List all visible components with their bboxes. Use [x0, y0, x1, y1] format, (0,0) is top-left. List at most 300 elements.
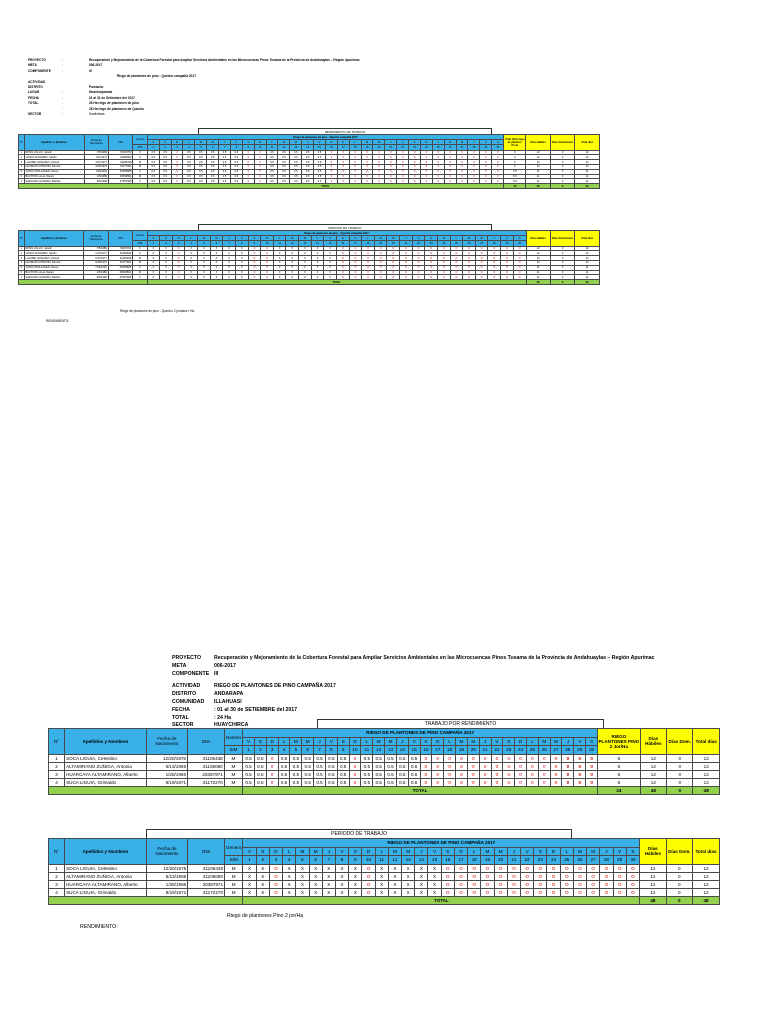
label-fecha: FECHA: [28, 95, 39, 100]
day-letter: S: [626, 847, 639, 856]
day-number: 9: [242, 145, 254, 150]
day-letter: J: [600, 847, 613, 856]
day-cell: 0.5: [230, 155, 242, 160]
day-cell: 0: [480, 169, 492, 174]
day-cell: X: [283, 888, 296, 896]
day-letter: V: [235, 236, 248, 241]
day-cell: 0: [492, 164, 504, 169]
day-cell: 0: [468, 160, 480, 165]
day-cell: X: [309, 864, 322, 872]
day-letter: M: [210, 236, 223, 241]
bottom-note: Riego de plantones Pino 2 jor/Ha: [227, 913, 304, 919]
day-cell: 0.5: [219, 164, 231, 169]
day-cell: 0: [325, 164, 337, 169]
total-label: TOTAL: [243, 896, 640, 904]
dni-value: 31165338: [108, 256, 132, 261]
day-cell: X: [311, 246, 324, 251]
table-row: [49, 770, 720, 778]
day-cell: X: [235, 260, 248, 265]
day-cell: O: [387, 256, 400, 261]
dias-habiles-value: 12: [640, 864, 666, 872]
col-total-header: Total (Pai) riego de plantón / Prom: [504, 135, 526, 151]
day-number: 2: [256, 856, 269, 865]
sum-dias-dom: 0: [550, 280, 574, 285]
day-cell: O: [454, 872, 467, 880]
day-letter: M: [444, 140, 456, 145]
dni-value: 70215763: [108, 246, 132, 251]
day-cell: O: [387, 270, 400, 275]
day-cell: O: [626, 880, 639, 888]
day-cell: 0: [456, 155, 468, 160]
day-cell: O: [450, 260, 463, 265]
col-n-header: N°: [19, 135, 25, 151]
day-letter: L: [375, 847, 388, 856]
sum-total-dias: 48: [693, 896, 720, 904]
day-cell: O: [400, 270, 413, 275]
day-cell: O: [507, 880, 520, 888]
day-letter: M: [299, 236, 312, 241]
day-letter: L: [283, 847, 296, 856]
gender-value: M: [224, 770, 242, 778]
day-cell: O: [454, 864, 467, 872]
day-letter: V: [574, 737, 586, 746]
day-cell: 0: [467, 778, 479, 786]
day-cell: 0.5: [290, 174, 302, 179]
day-cell: X: [273, 251, 286, 256]
day-cell: O: [613, 880, 626, 888]
day-cell: O: [362, 251, 375, 256]
day-cell: 0: [242, 174, 254, 179]
birth-date: 7/16/1992: [84, 169, 108, 174]
top-rendimiento: RENDIMIENTO:: [46, 319, 70, 323]
label-actividad: ACTIVIDAD: [172, 683, 201, 690]
day-number: 10: [349, 746, 361, 755]
day-cell: 0.5: [302, 164, 314, 169]
day-cell: X: [210, 256, 223, 261]
day-cell: O: [573, 888, 586, 896]
birth-date: 7/5/1989: [84, 246, 108, 251]
day-cell: 0.5: [195, 155, 207, 160]
day-number: 26: [538, 746, 550, 755]
day-cell: X: [160, 256, 173, 261]
day-cell: 0: [444, 155, 456, 160]
day-cell: O: [362, 880, 375, 888]
col-dias-habiles-header: Días Hábiles: [640, 839, 666, 865]
day-cell: X: [185, 256, 198, 261]
day-cell: X: [286, 256, 299, 261]
day-cell: X: [349, 864, 362, 872]
riego-label: RIEGO DE PLANTONES DE PINO CAMPAÑA 2017: [243, 729, 598, 738]
day-cell: O: [463, 246, 476, 251]
day-number: 15: [428, 856, 441, 865]
table-row: [49, 778, 720, 786]
col-fecha-header: Fecha de Nacimiento: [146, 839, 187, 865]
col-total-dias-header: Total días: [693, 839, 720, 865]
day-cell: 0.5: [230, 179, 242, 184]
label-meta: META: [172, 662, 187, 669]
day-cell: O: [349, 270, 362, 275]
total-dias-value: 12: [693, 888, 720, 896]
day-letter: L: [361, 737, 373, 746]
day-cell: O: [261, 265, 274, 270]
day-number: 7: [223, 241, 236, 246]
day-cell: 0.5: [396, 754, 408, 762]
day-letter: J: [385, 140, 397, 145]
day-cell: 0.5: [373, 762, 385, 770]
day-number: 26: [444, 145, 456, 150]
total-dias-value: 12: [693, 770, 720, 778]
day-cell: X: [235, 265, 248, 270]
day-letter: M: [385, 737, 397, 746]
day-cell: 0: [349, 174, 361, 179]
day-number: 28: [468, 145, 480, 150]
dni-value: 31106438: [188, 754, 225, 762]
day-cell: O: [400, 275, 413, 280]
gender-value: M: [224, 762, 242, 770]
worker-name: BAUTISTA LLLE, Daniel: [24, 174, 84, 179]
total-dias-value: 12: [575, 150, 600, 155]
day-number: 10: [254, 145, 266, 150]
day-cell: O: [336, 256, 349, 261]
dni-value: 31177991: [108, 164, 132, 169]
day-cell: 0: [349, 160, 361, 165]
day-cell: 0: [480, 155, 492, 160]
col-dias-habiles-header: Días Hábiles: [640, 729, 666, 755]
day-number: 24: [515, 746, 527, 755]
day-cell: 0.5: [337, 754, 349, 762]
day-cell: X: [185, 265, 198, 270]
day-cell: 0.5: [408, 754, 420, 762]
day-cell: X: [198, 260, 211, 265]
day-number: 13: [290, 145, 302, 150]
day-cell: O: [269, 872, 282, 880]
worker-name: SAEGUSO HUAMAN, Maribel: [24, 179, 84, 184]
row-number: 2: [49, 872, 65, 880]
day-cell: 0: [479, 762, 491, 770]
day-cell: 0: [361, 179, 373, 184]
day-cell: 0: [479, 770, 491, 778]
day-cell: 0.5: [195, 160, 207, 165]
day-cell: 0: [479, 778, 491, 786]
day-cell: X: [388, 872, 401, 880]
empty-cell: [49, 786, 243, 794]
day-letter: M: [402, 847, 415, 856]
row-number: 3: [19, 256, 25, 261]
day-cell: 0: [254, 169, 266, 174]
day-cell: 0.5: [314, 164, 326, 169]
day-cell: X: [223, 260, 236, 265]
day-cell: 0: [456, 762, 468, 770]
day-number: 30: [626, 856, 639, 865]
day-number: 29: [480, 145, 492, 150]
day-cell: X: [210, 270, 223, 275]
day-cell: X: [324, 275, 337, 280]
day-cell: 0.5: [373, 770, 385, 778]
day-letter: L: [444, 737, 456, 746]
day-cell: O: [336, 265, 349, 270]
day-number: 13: [385, 746, 397, 755]
col-dias-dom-header: Días dominicales: [550, 135, 574, 151]
bottom-t2-box-label: PERIODO DE TRABAJO: [146, 829, 572, 839]
day-cell: 0: [444, 770, 456, 778]
day-cell: 0.5: [325, 754, 337, 762]
day-cell: 0.5: [325, 778, 337, 786]
day-cell: O: [613, 864, 626, 872]
col-name-header: Apellidos y Nombres: [65, 729, 147, 755]
day-cell: 0: [361, 150, 373, 155]
day-cell: X: [311, 265, 324, 270]
day-cell: X: [322, 888, 335, 896]
day-number: 4: [278, 746, 290, 755]
day-letter: J: [507, 847, 520, 856]
day-cell: 0.5: [147, 150, 159, 155]
day-cell: X: [283, 880, 296, 888]
day-number: 6: [309, 856, 322, 865]
day-cell: X: [147, 270, 160, 275]
day-cell: 0: [409, 179, 421, 184]
day-cell: 0.5: [183, 174, 195, 179]
day-cell: 0: [456, 754, 468, 762]
day-number: 25: [432, 145, 444, 150]
total-dias-value: 12: [575, 246, 600, 251]
day-number: 15: [314, 145, 326, 150]
day-cell: O: [450, 246, 463, 251]
day-cell: X: [415, 880, 428, 888]
day-cell: X: [147, 275, 160, 280]
day-cell: X: [311, 251, 324, 256]
day-cell: X: [415, 864, 428, 872]
day-cell: O: [336, 260, 349, 265]
day-cell: 0: [480, 150, 492, 155]
day-cell: 0: [349, 754, 361, 762]
day-cell: 0.5: [302, 150, 314, 155]
day-cell: 0: [432, 762, 444, 770]
day-cell: X: [185, 246, 198, 251]
day-cell: 0: [586, 762, 598, 770]
day-cell: O: [488, 265, 501, 270]
day-number: 19: [481, 856, 494, 865]
day-cell: O: [560, 864, 573, 872]
day-number: 6: [210, 241, 223, 246]
total-value: 6: [504, 150, 526, 155]
day-number: 26: [573, 856, 586, 865]
day-letter: J: [302, 140, 314, 145]
day-cell: 0.5: [408, 770, 420, 778]
col-genero-header: Genero: [225, 839, 243, 856]
day-cell: X: [243, 888, 256, 896]
day-cell: O: [547, 872, 560, 880]
day-cell: X: [198, 246, 211, 251]
day-letter: V: [521, 847, 534, 856]
day-cell: O: [463, 270, 476, 275]
day-cell: O: [412, 275, 425, 280]
day-cell: 0.5: [302, 778, 314, 786]
total-value: 5.5: [504, 169, 526, 174]
day-cell: 0.5: [219, 150, 231, 155]
day-letter: D: [420, 140, 432, 145]
col-genero-header: Genero: [133, 135, 147, 145]
day-letter: M: [587, 847, 600, 856]
day-letter: M: [456, 140, 468, 145]
day-letter: L: [273, 236, 286, 241]
day-cell: X: [375, 888, 388, 896]
day-cell: 0: [397, 160, 409, 165]
day-cell: X: [335, 864, 348, 872]
day-cell: O: [626, 888, 639, 896]
day-cell: 0.5: [373, 778, 385, 786]
day-cell: X: [286, 275, 299, 280]
day-letter: S: [254, 737, 266, 746]
day-cell: 0.5: [290, 169, 302, 174]
day-cell: O: [501, 256, 514, 261]
day-cell: 0: [444, 174, 456, 179]
label-meta: META: [28, 63, 37, 68]
day-cell: 0.5: [278, 770, 290, 778]
day-cell: O: [349, 256, 362, 261]
day-cell: O: [362, 270, 375, 275]
day-cell: 0.5: [147, 155, 159, 160]
total-value: 6: [598, 762, 641, 770]
dias-habiles-value: 12: [526, 246, 550, 251]
day-number: 20: [467, 746, 479, 755]
day-number: 29: [574, 746, 586, 755]
day-cell: O: [248, 275, 261, 280]
day-cell: 0.5: [266, 160, 278, 165]
day-cell: O: [248, 256, 261, 261]
day-cell: X: [296, 880, 309, 888]
day-cell: X: [160, 251, 173, 256]
day-cell: 0: [373, 160, 385, 165]
day-cell: O: [437, 256, 450, 261]
day-number: 19: [361, 145, 373, 150]
day-cell: 0: [420, 179, 432, 184]
day-cell: X: [349, 880, 362, 888]
total-value: 6: [504, 164, 526, 169]
componente-value: III: [214, 670, 219, 677]
day-cell: 0: [444, 778, 456, 786]
day-cell: 0: [456, 150, 468, 155]
day-cell: 0: [562, 754, 574, 762]
day-cell: 0: [254, 160, 266, 165]
dias-habiles-value: 12: [526, 256, 550, 261]
day-cell: O: [494, 880, 507, 888]
day-cell: 0.5: [147, 164, 159, 169]
day-cell: X: [299, 270, 312, 275]
worker-name: ALTAMIRANO ZUÑIGA, Antonia: [65, 762, 147, 770]
day-cell: O: [412, 265, 425, 270]
dias-habiles-value: 12: [640, 778, 666, 786]
day-cell: 0.5: [183, 179, 195, 184]
dias-dom-value: 0: [667, 762, 693, 770]
day-cell: O: [463, 256, 476, 261]
day-letter: V: [147, 236, 160, 241]
day-cell: 0: [409, 169, 421, 174]
day-cell: 0: [373, 169, 385, 174]
day-cell: 0: [456, 770, 468, 778]
day-number: 24: [437, 241, 450, 246]
day-cell: 0: [266, 754, 278, 762]
day-cell: 0: [467, 762, 479, 770]
label-componente: COMPONENTE: [172, 670, 210, 677]
day-cell: O: [501, 270, 514, 275]
day-cell: 0: [492, 174, 504, 179]
day-cell: X: [428, 888, 441, 896]
sum-dias-habiles: 48: [640, 896, 666, 904]
bottom-periodo-table: [48, 838, 720, 905]
fecha-value: 01 al 31 de Setiembre del 2017: [89, 95, 135, 100]
dias-dom-value: 0: [666, 864, 692, 872]
day-cell: 0: [432, 169, 444, 174]
total-dias-value: 12: [693, 762, 720, 770]
day-cell: O: [248, 260, 261, 265]
day-cell: X: [160, 260, 173, 265]
label-proyecto: PROYECTO: [172, 655, 202, 661]
sum-total: 40: [504, 184, 526, 189]
day-cell: 0: [444, 762, 456, 770]
day-cell: O: [463, 275, 476, 280]
day-cell: X: [235, 256, 248, 261]
day-number: 2: [160, 241, 173, 246]
day-letter: L: [432, 140, 444, 145]
day-cell: X: [223, 251, 236, 256]
birth-date: 9/19/1971: [146, 778, 187, 786]
dni-value: 20387971: [188, 880, 225, 888]
day-cell: 0: [409, 174, 421, 179]
day-cell: O: [362, 256, 375, 261]
day-cell: 0: [242, 179, 254, 184]
day-cell: 0: [492, 179, 504, 184]
day-cell: X: [235, 275, 248, 280]
day-cell: O: [463, 260, 476, 265]
day-cell: X: [322, 872, 335, 880]
top-t1-box-label: RENDIMIENTO DE TRABAJO: [198, 128, 492, 135]
total-value: 6: [598, 754, 641, 762]
day-letter: V: [397, 140, 409, 145]
day-cell: 0: [432, 174, 444, 179]
row-number: 1: [49, 864, 65, 872]
day-number: 4: [185, 241, 198, 246]
dias-dom-value: 0: [550, 251, 574, 256]
dias-dom-value: 0: [550, 174, 574, 179]
day-cell: O: [468, 888, 481, 896]
day-cell: 0.5: [254, 754, 266, 762]
day-cell: O: [261, 270, 274, 275]
day-cell: O: [269, 888, 282, 896]
top-periodo-table: [18, 230, 600, 285]
day-cell: O: [534, 864, 547, 872]
day-cell: X: [286, 265, 299, 270]
day-cell: 0.5: [325, 762, 337, 770]
day-cell: 0.5: [314, 155, 326, 160]
day-cell: X: [147, 246, 160, 251]
day-cell: X: [223, 265, 236, 270]
day-cell: 0: [337, 169, 349, 174]
day-cell: 0: [337, 160, 349, 165]
gender-value: F: [133, 155, 147, 160]
dias-habiles-value: 12: [640, 762, 666, 770]
day-cell: 0.5: [302, 770, 314, 778]
day-cell: X: [335, 880, 348, 888]
worker-name: HUAMANI CONDORI, Ramiro: [24, 260, 84, 265]
total-dias-value: 11: [575, 265, 600, 270]
col-dias-dom-header: Días dominicales: [550, 231, 574, 247]
day-cell: X: [198, 265, 211, 270]
day-cell: 0: [492, 160, 504, 165]
day-cell: X: [428, 872, 441, 880]
total-value: 28 Ha riego de plantones de pino: [89, 101, 139, 106]
birth-date: 1/17/1977: [84, 160, 108, 165]
worker-name: SOCA LIGUIA, Celestino: [65, 864, 147, 872]
